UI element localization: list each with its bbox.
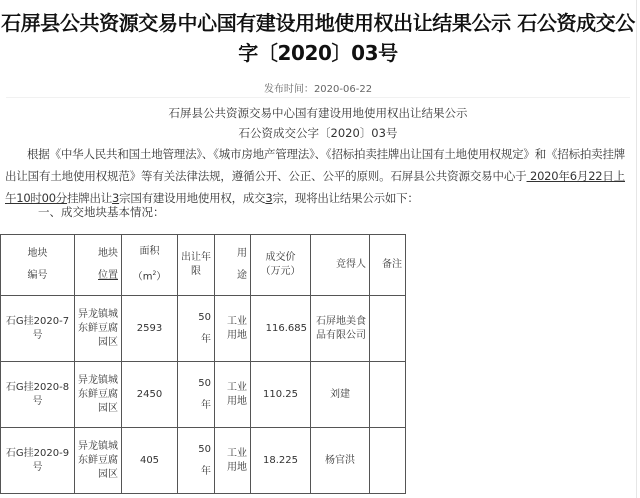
document-number: 石公资成交公字〔2020〕03号 xyxy=(238,126,398,140)
listed-count: 3 xyxy=(112,191,120,205)
page-title: 石屏县公共资源交易中心国有建设用地使用权出让结果公示 石公资成交公字〔2020〕03号 xyxy=(1,11,635,65)
sold-count: 3 xyxy=(265,191,273,205)
paragraph-text: 挂牌出让 xyxy=(67,191,113,205)
header-winner: 竞得人 xyxy=(311,235,370,296)
cell-use: 工业用地 xyxy=(215,362,251,428)
paragraph-text: 宗国有建设用地使用权，成交 xyxy=(119,191,266,205)
cell-area: 2450 xyxy=(122,362,178,428)
cell-term: 50 年 xyxy=(178,296,215,362)
header-parcel-no: 地块 编号 xyxy=(1,235,75,296)
publish-info xyxy=(0,80,636,95)
paragraph-text: 根据《中华人民共和国土地管理法》、《城市房地产管理法》、《招标拍卖挂牌出让国有土地使用权规定》和《招标拍卖挂牌出让国有土地使用权规范》等有关法律法规，遵循公开、公正、公平的原则。石屏县公共资源交易中心于 xyxy=(5,147,625,183)
cell-price: 18.225 xyxy=(251,428,311,494)
header-remarks: 备注 xyxy=(370,235,406,296)
header-location: 地块 位置 xyxy=(75,235,122,296)
cell-winner: 杨官洪 xyxy=(311,428,370,494)
cell-winner: 石屏地美食品有限公司 xyxy=(311,296,370,362)
cell-parcel-no: 石G挂2020-9号 xyxy=(1,428,75,494)
table-row xyxy=(1,362,406,428)
header-price: 成交价 （万元） xyxy=(251,235,311,296)
cell-remarks xyxy=(370,428,406,494)
page-edge-rule xyxy=(636,0,637,498)
header-use: 用 途 xyxy=(215,235,251,296)
cell-price: 110.25 xyxy=(251,362,311,428)
paragraph-text: 宗，现将出让结果公示如下： xyxy=(272,191,419,205)
publish-label: 发布时间： xyxy=(263,84,314,95)
cell-parcel-no: 石G挂2020-7号 xyxy=(1,296,75,362)
header-area: 面积 $(m^2)$ xyxy=(122,235,178,296)
cell-area: 405 xyxy=(122,428,178,494)
header-divider xyxy=(6,97,630,98)
cell-area: 2593 xyxy=(122,296,178,362)
table-row xyxy=(1,428,406,494)
header-term: 出让年限 xyxy=(178,235,215,296)
table-header-row xyxy=(1,235,406,296)
transaction-datetime: 2020年6月22日上午10时00分 xyxy=(5,169,625,205)
cell-remarks xyxy=(370,296,406,362)
cell-location: 异龙镇城东鲜豆腐园区 xyxy=(75,296,122,362)
cell-remarks xyxy=(370,362,406,428)
cell-term: 50 年 xyxy=(178,362,215,428)
table-row xyxy=(1,296,406,362)
cell-price: 116.685 xyxy=(251,296,311,362)
land-parcel-table xyxy=(0,234,406,494)
publish-date: 2020-06-22 xyxy=(313,84,373,95)
cell-location: 异龙镇城东鲜豆腐园区 xyxy=(75,362,122,428)
cell-term: 50 年 xyxy=(178,428,215,494)
document-subtitle: 石屏县公共资源交易中心国有建设用地使用权出让结果公示 xyxy=(168,106,468,120)
announcement-paragraph xyxy=(5,143,625,209)
section-heading: 一、成交地块基本情况： xyxy=(38,205,165,219)
cell-location: 异龙镇城东鲜豆腐园区 xyxy=(75,428,122,494)
cell-winner: 刘建 xyxy=(311,362,370,428)
cell-use: 工业用地 xyxy=(215,428,251,494)
cell-use: 工业用地 xyxy=(215,296,251,362)
cell-parcel-no: 石G挂2020-8号 xyxy=(1,362,75,428)
